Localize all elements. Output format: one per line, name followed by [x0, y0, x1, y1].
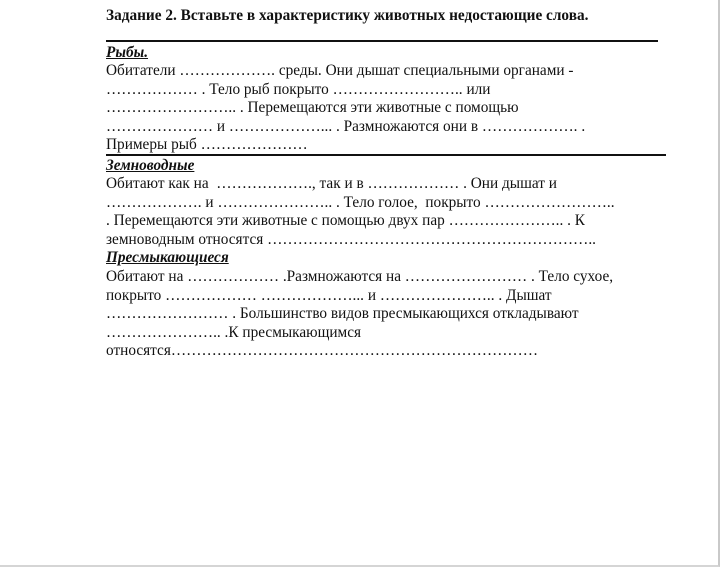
- text-line: ………………. и ………………….. . Тело голое, покрыто ……………………..: [106, 194, 615, 211]
- text-line: . Перемещаются эти животные с помощью двух пар ………………….. . К: [106, 212, 585, 229]
- text-line: земноводным относятся ………………………………………………………..: [106, 231, 597, 248]
- section-heading-amphibians: Земноводные: [106, 157, 195, 174]
- section-heading-fish: Рыбы.: [106, 44, 149, 61]
- text-line: …………………… . Большинство видов пресмыкающихся откладывают: [106, 305, 579, 322]
- divider: [106, 40, 658, 42]
- section-heading-reptiles: Пресмыкающиеся: [106, 249, 229, 266]
- text-line: ………………….. .К пресмыкающимся: [106, 324, 362, 341]
- text-line: ……………… . Тело рыб покрыто …………………….. или: [106, 81, 491, 98]
- task-title: Задание 2. Вставьте в характеристику животных недостающие слова.: [106, 7, 589, 24]
- text-line: Примеры рыб …………………: [106, 136, 308, 153]
- text-line: ………………… и ………………... . Размножаются они в ………………. .: [106, 118, 586, 135]
- text-line: Обитатели ………………. среды. Они дышат специальными органами -: [106, 62, 574, 79]
- text-line: Обитают на ……………… .Размножаются на …………………… . Тело сухое,: [106, 268, 614, 285]
- text-line: Обитают как на ………………., так и в ……………… . Они дышат и: [106, 175, 557, 192]
- divider: [106, 154, 666, 156]
- text-line: …………………….. . Перемещаются эти животные с помощью: [106, 99, 519, 116]
- text-line: относятся………………………………………………………………: [106, 342, 538, 359]
- text-line: покрыто ……………… ………………... и ………………….. . Дышат: [106, 287, 552, 304]
